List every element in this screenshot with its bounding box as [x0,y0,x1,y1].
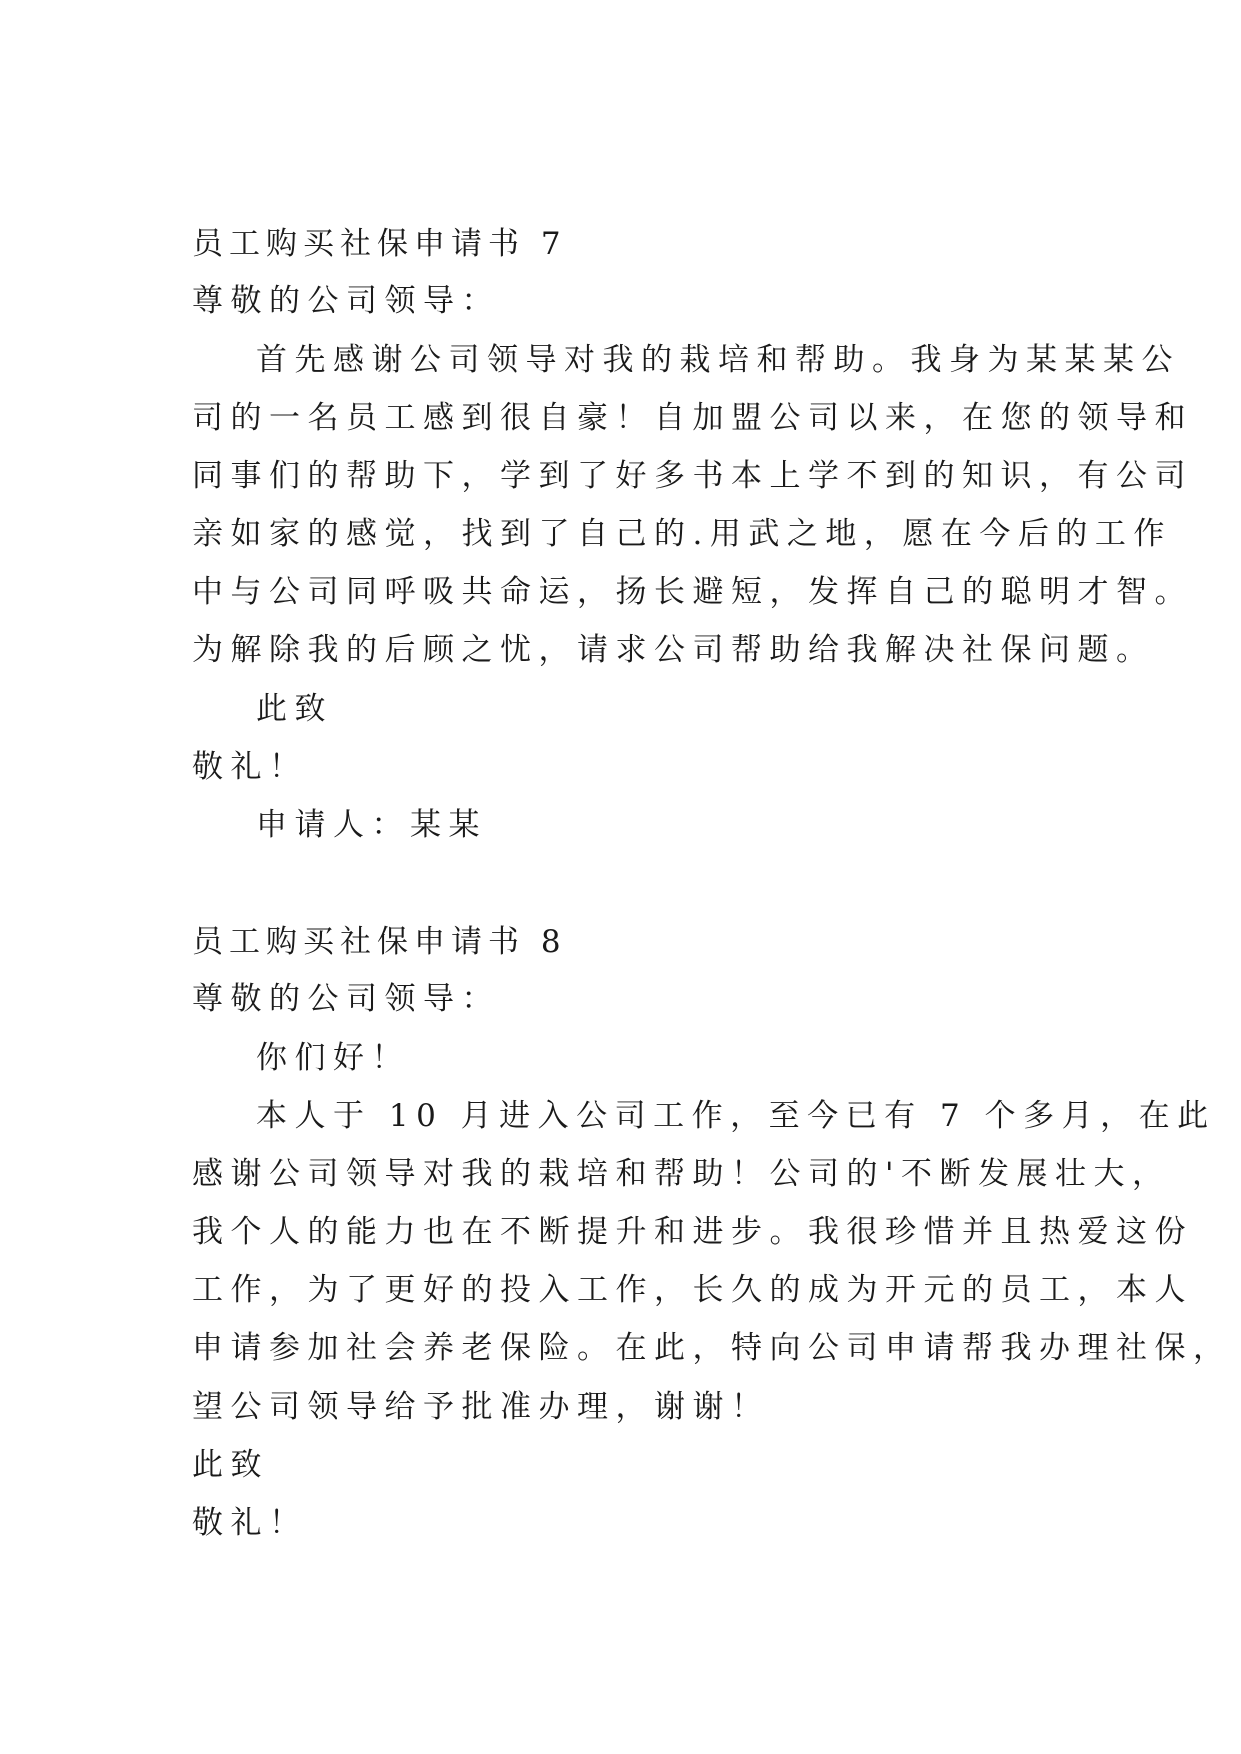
letter-8-regards: 敬礼！ [192,1505,308,1541]
letter-8-greeting: 你们好！ [256,1040,410,1076]
letter-8-paragraph-line: 工作，为了更好的投入工作，长久的成为开元的员工，本人 [192,1272,1193,1308]
letter-8-title: 员工购买社保申请书 8 [192,924,567,960]
letter-7-regards: 敬礼！ [192,749,308,785]
letter-7-paragraph-line: 司的一名员工感到很自豪！自加盟公司以来，在您的领导和 [192,400,1193,436]
letter-7-closing: 此致 [256,691,333,727]
letter-7-paragraph-line: 首先感谢公司领导对我的栽培和帮助。我身为某某某公 [256,342,1180,378]
letter-8-paragraph-line: 申请参加社会养老保险。在此，特向公司申请帮我办理社保， [192,1330,1232,1366]
letter-7-paragraph-line: 中与公司同呼吸共命运，扬长避短，发挥自己的聪明才智。 [192,574,1193,610]
letter-8-closing: 此致 [192,1447,269,1483]
letter-8-paragraph-line: 望公司领导给予批准办理，谢谢！ [192,1389,770,1425]
letter-7-title: 员工购买社保申请书 7 [192,226,567,262]
letter-7-signature: 申请人：某某 [256,807,487,843]
letter-8-paragraph-line: 本人于 10 月进入公司工作，至今已有 7 个多月，在此 [256,1098,1216,1134]
letter-7-paragraph-line: 为解除我的后顾之忧，请求公司帮助给我解决社保问题。 [192,632,1155,668]
letter-8-salutation: 尊敬的公司领导： [192,981,500,1017]
letter-7-salutation: 尊敬的公司领导： [192,283,500,319]
letter-8-paragraph-line: 感谢公司领导对我的栽培和帮助！公司的'不断发展壮大， [192,1156,1171,1192]
letter-7-paragraph-line: 亲如家的感觉，找到了自己的.用武之地，愿在今后的工作 [192,516,1172,552]
letter-8-paragraph-line: 我个人的能力也在不断提升和进步。我很珍惜并且热爱这份 [192,1214,1193,1250]
letter-7-paragraph-line: 同事们的帮助下，学到了好多书本上学不到的知识，有公司 [192,458,1193,494]
